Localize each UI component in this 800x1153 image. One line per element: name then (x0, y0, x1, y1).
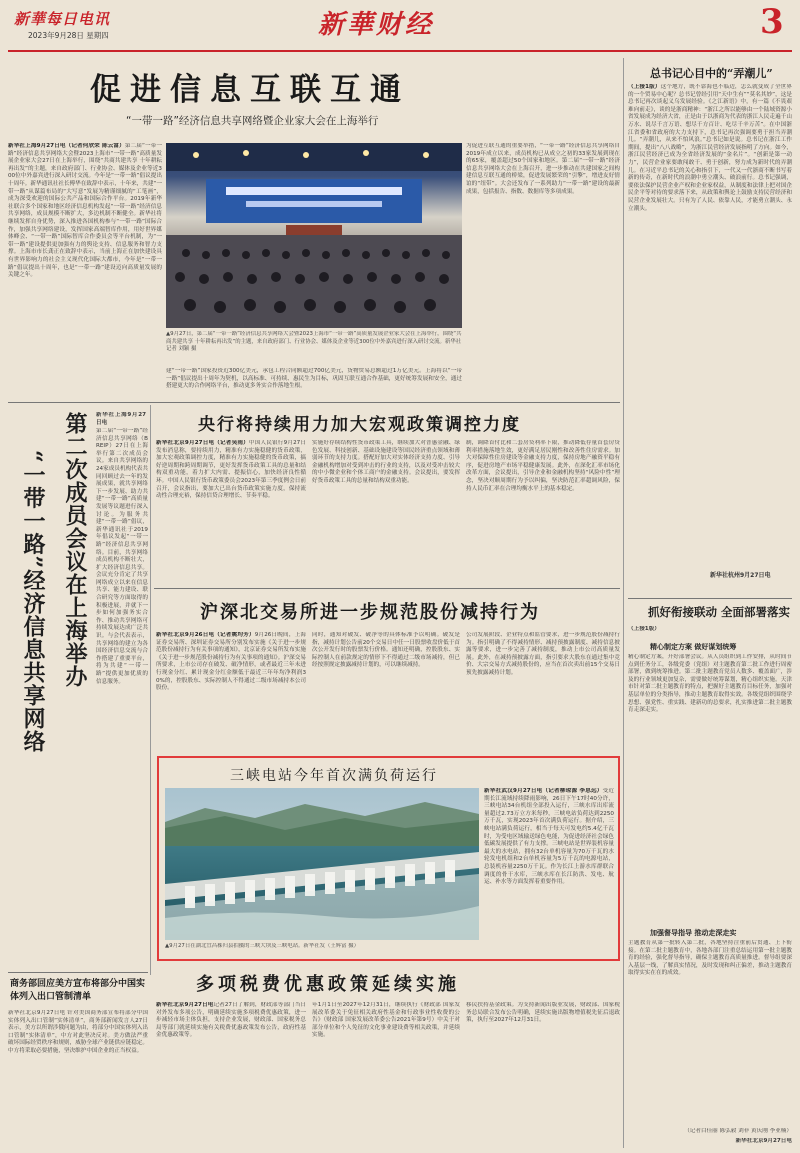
article5-headline: 多项税费优惠政策延续实施 (196, 974, 460, 995)
article1-byline: 新华社上海9月27日电（记者何欣荣 陈云富） (8, 143, 125, 149)
article5-col1 (156, 1002, 306, 1147)
article1-body-left-text: 第二届“一带一路”经济信息共享网络大会暨2023上海市“一带一路”高质量发展企业家大会27日在上海举行，围绕“共商共建共享 十年耕耘再出发”的主题，来自政府部门、行业协会、媒体及企业等近300位中外嘉宾进行深入研讨交流。今年是“一带一路”倡议提出十周年。新华通讯社社长傅华在致辞中表示，十年来，共建“一带一路”从谋篇布局的“大写意”发展为精谨细腻的“工笔画”，成为深受欢迎的国际公共产品和国际合作平台。2019年新华社联合多个国家和地区经济信息机构发起“一带一路”经济信息共享网络，成员规模不断扩大，多边机制不断健全。新华社将继续发挥自身优势，深入推进各国机构参与“一带一路”国际合作，加强共享网络建设，发挥国家高端智库作用，用好世界媒体峰会、“一带一路”国际智库合作委员会等平台机制，为“一带一路”建设提供更加强有力的舆论支持、信息服务和智力支撑。上海市市长龚正在致辞中表示，当前上海正在加快建设具有世界影响力的社会主义现代化国际大都市，今年是“一带一路”倡议提出十周年，也是“一带一路”建设迈向高质量发展的关键之年。 (8, 143, 162, 279)
article5-col1-text: 记者27日了解到，财政部等部门当日对外发布多项公告，明确延续实施多项税费优惠政策，进一步减轻市场主体负担，支持企业发展，财政部、国家税务总局等部门就延续实施有关税费优惠政策发布公告，政府性基金优惠政策等。 (156, 1002, 306, 1039)
right-col-byline2: （记者白佳丽 陈弘毅 刘菲 黄庆刚 李亚楠） (684, 1128, 792, 1134)
article2-col1 (156, 440, 306, 580)
article3-col3: 公司发展阶段、企业特点和监管要求，进一步规范股份减持行为。指引明确了不得减持情形、减持预披露制度、减持信息披露等要求，进一步完善了减持制度，推动上市公司高质量发展。此外，在减持预披露方面，指引要求大股东在通过集中竞价、大宗交易方式减持股份的，应当在首次卖出前15个交易日预先披露减持计划。 (466, 632, 620, 676)
side-title-a: “一带一路”经济信息共享网络 (20, 450, 46, 754)
article1-headline: 促进信息互联互通 (90, 72, 410, 108)
side-sub-body: 新华社北京9月27日电 针对美国商务部宣布将部分中国实体列入出口管制“实体清单”，商务部新闻发言人27日表示，美方以所谓涉俄问题为由，将部分中国实体列入出口管制“实体清单”，中方对此坚决反对。美方做法严重破坏国际经贸秩序和规则，威胁全球产业链供应链稳定。中方将采取必要措施，坚决维护中国企业的正当权益。 (8, 1010, 148, 1054)
article5-byline: 新华社北京9月27日电 (156, 1002, 214, 1008)
article3-byline: 新华社北京9月26日电（记者姚均芳） (156, 632, 255, 638)
right-col-body-text: 这个地方，既不靠海也不临边，怎么就变成了全世界的一个贸易中心呢？总书记曾经引用“天中生有”“莫名其妙”，这是总书记再次谈起义乌发展经验。《之江新语》中，有一篇《不畏艰难向前走》，谈的是浙商精神：“浙江之所以能够由一个陆域资源小省发展成为经济大省，正是由于以浙商为代表的浙江人民走遍千山万水、说尽千言万语、想尽千方百计、吃尽千辛万苦”。在中国浙江省委和省政府的大力支持下，总书记再次强调要勇于担当弄潮儿。“弄潮儿，从来不怕风浪。”总书记如是说。总书记在浙江工作期间，提出“八八战略”，为浙江民营经济发展指明了方向。如今，浙江民营经济已成为全省经济发展的“金名片”。“创新是第一动力”，民营企业家要敢闯敢干、勇于创新，努力成为新时代的弄潮儿。在习近平总书记的关心和指引下，一代又一代浙商不断书写着新的传奇，在新时代的浪潮中勇立潮头、破浪前行。总书记强调，要依法保护民营企业产权和企业家权益，从制度和法律上把对国企民企平等对待的要求落下来，从政策和舆论上鼓励支持民营经济和民营企业发展壮大。只有为了人民、依靠人民，才能勇立潮头、永立潮头。 (628, 84, 792, 212)
section-logo: 新華财经 (318, 10, 435, 40)
right-col-title: 总书记心目中的“弄潮儿” (650, 67, 773, 80)
conference-photo-caption: ▲9月27日，第二届“一带一路”经济信息共享网络大会暨2023上海市“一带一路”高质量发展企业家大会在上海举行，围绕“共商共建共享 十年耕耘再出发”的主题，来自政府部门、行业协会、媒体及企业等近300位中外嘉宾进行深入研讨交流。新华社记者 刘颖 摄 (166, 331, 462, 353)
article4-body (484, 788, 614, 953)
rule-v1 (623, 58, 624, 598)
article2-col2: 实施好存续结构性货币政策工具，继续加大对普惠金融、绿色发展、科技创新、基础设施建设等国民经济重点领域和薄弱环节的支持力度。搭配好加大对实体经济支持力度、引导金融机构增加对受到冲击的行业的支持，以及对受冲击较大的中小微企业和个体工商户的金融支持。会议提出，要发挥好货币政策工具的总量和结构双重功能。 (312, 440, 460, 484)
conference-scene (166, 143, 462, 328)
article3-col1-text: 9月26日晚间，上海证券交易所、深圳证券交易所分别发布实施《关于进一步规范股份减持行为有关事项的通知》，北京证券交易所发布实施《关于进一步规范股份减持行为有关事项的通知》。沪深交易所要求，上市公司存在破发、破净情形，或者最近三年未进行现金分红、累计现金分红金额低于最近三年年均净利润30%的，控股股东、实际控制人不得通过二级市场减持本公司股份。 (156, 632, 306, 692)
masthead-rule (8, 50, 792, 52)
article3-headline: 沪深北交易所进一步规范股份减持行为 (200, 602, 540, 623)
article2-byline: 新华社北京9月27日电（记者吴雨） (156, 440, 249, 446)
paper-name: 新華每日电讯 (14, 10, 111, 28)
three-gorges-caption: ▲9月27日在湖北宜昌秭归县拍摄的三峡大坝及三峡电站。新华社发（王辉富 摄） (165, 943, 360, 949)
side-byline: 新华社上海9月27日电 (96, 412, 146, 426)
right-col-title2: 抓好衔接联动 全面部署落实 (648, 605, 791, 619)
rule-v3 (623, 598, 624, 1148)
rule-h2 (154, 588, 620, 589)
article4-body-text: 受近期长江流域持续降雨影响，26日下午17时40分许，三峡电站34台机组全部投入运行，三峡水库出库流量超过2.73万立方米每秒，三峡电站负荷达到2250万千瓦，实现2023年首次满负荷运行。据介绍，三峡电站满负荷运行，相当于每天可发电约5.4亿千瓦时，为受电区域输送绿色电能，为促进经济社会绿色低碳发展提供了有力支撑。三峡电站是世界装机容量最大的水电站，拥有32台单机容量为70万千瓦的水轮发电机组和2台单机容量为5万千瓦的电源电站，总装机容量2250万千瓦。作为长江上游水库群联合调度的骨干水库，三峡水库在长江防洪、发电、航运、补水等方面发挥着重要作用。 (484, 788, 614, 886)
date-line: 2023年9月28日 星期四 (28, 31, 109, 40)
masthead (0, 0, 800, 50)
article1-subheadline: “一带一路”经济信息共享网络暨企业家大会在上海举行 (126, 115, 379, 127)
right-col-subhead-a: 精心制定方案 做好谋划统筹 (650, 643, 737, 651)
side-title-b: 第二次成员会议在上海举办 (62, 412, 88, 688)
article1-body-left (8, 143, 162, 399)
rule-h-right (628, 598, 792, 599)
right-col-byline3: 新华社北京9月27日电 (735, 1138, 792, 1144)
page-number: 3 (760, 2, 784, 42)
article3-col1 (156, 632, 306, 752)
right-col-body (628, 84, 792, 564)
article2-headline: 央行将持续用力加大宏观政策调控力度 (198, 415, 521, 435)
three-gorges-scene (165, 788, 479, 940)
article4-headline: 三峡电站今年首次满负荷运行 (230, 768, 438, 784)
article5-col3: 移民扶持基金政策。为支持新闻出版业发展，财政部、国家税务总局联合发布公告明确，延续实施出版物增值税先征后退政策，执行至2027年12月31日。 (466, 1002, 620, 1024)
article4-byline: 新华社武汉9月27日电（记者柳琼源 李思远） (484, 788, 603, 794)
right-col-body2: 精心制定方案，开好部署会议。从人员组织到工作安排，从时间节点到任务分工，各级党委（党组）对主题教育第二批工作进行周密部署，做到统筹推进。第二批主题教育党员人数多、覆盖面广，涉及的行业领域更加复杂，需要做好统筹谋划，精心组织实施。天津市针对第二批主题教育的特点，把握好主题教育目标任务，加强对基层单位的分类指导，推动主题教育取得实效。各级党组织围绕学思想、强党性、重实践、建新功的总要求，扎实推进第二批主题教育走深走实。 (628, 654, 792, 714)
article3-col2: 同时，通知对破发、破净等的具体标准予以明确。破发是指，减持计划公告前20个交易日中任一日股票收盘价低于首次公开发行时的股票发行价格。通知还明确，控股股东、实际控制人在前款规定的情形下不得通过二级市场减持，但已经按照规定披露减持计划的，可以继续减持。 (312, 632, 460, 669)
article2-col1-text: 中国人民银行9月27日发布消息称，要持续用力，精准有力实施稳健的货币政策，加大宏观政策调控力度，精准有力实施稳健的货币政策，搞好逆周期和跨周期调节，更好发挥货币政策工具的总量和结构双重功能，着力扩大内需、提振信心，加快经济良性循环。中国人民银行货币政策委员会2023年第三季度例会日前召开，会议指出，要加大已出台货币政策实施力度，保持流动性合理充裕，保持信贷合理增长、节奏平稳。 (156, 440, 306, 500)
conference-photo (166, 143, 462, 328)
right-col-subhead-b: 加强督导指导 推动走深走实 (650, 929, 737, 937)
rule-v2 (150, 405, 151, 975)
three-gorges-photo (165, 788, 479, 940)
side-body: 第二届“一带一路”经济信息共享网络（BREIP）27日在上海举行第二次成员会议。来自共享网络的24家成员机构代表共同回顾过去一年的发展成果，就共享网络下一步发展、助力共建“一带一路”高质量发展等议题进行深入讨论。为服务共建“一带一路”倡议，新华通讯社于2019年倡议发起“一带一路”经济信息共享网络。目前，共享网络成员机构不断壮大，扩大经济信息共享。会议充分肯定了共享网络成立以来在信息共享、能力建设、联合研究等方面取得的积极进展，并就下一步如何加强务实合作、推动共享网络可持续发展达成广泛共识。与会代表表示，共享网络的建立为各国经济信息交流与合作搭建了重要平台，将为共建“一带一路”提供更加优质的信息服务。 (96, 428, 148, 685)
right-col-kicker2: （上接1版） (628, 626, 660, 632)
article5-col2: 年1月1日至2027年12月31日，继续执行《财政部 国家发展改革委关于免征相关政府性基金和行政事业性收费的公告》（财政部 国家发展改革委公告2021年第9号）中关于对部分单位和个人免征的文化事业建设费等相关政策，并延续实施。 (312, 1002, 460, 1039)
rule-h1 (8, 402, 620, 403)
right-col-byline: 新华社杭州9月27日电 (710, 572, 771, 579)
rule-h-side (8, 972, 148, 973)
right-col-body3: 主题教育从第一批转入第二批，各地坚持注重前后贯通、上下衔接。在第二批主题教育中，各地各部门注重总结运用第一批主题教育的经验，强化督导指导，确保主题教育高质量推进。督导组要深入基层一线，了解真实情况，及时发现和纠正偏差，推动主题教育取得实实在在的成效。 (628, 940, 792, 977)
article1-body-right: 为促进互联互通的重要举措，“一带一路”经济信息共享网络自2019年成立以来，成员机构已从成立之初的33家发展到现在的65家，覆盖超过50个国家和地区。第二届“一带一路”经济信息共享网络大会在上海召开，进一步推动在共建国家之间构建信息互联互通的桥梁，促进发展繁荣的“引擎”，增进友好情谊的“纽带”。大会还发布了一系列助力“一带一路”建设的最新成果，包括报告、指数、数据库等多项成果。 (466, 143, 620, 195)
article1-body-mid: 建“一带一路”国家投资近300亿美元，承包工程合同额超过700亿美元，货物贸易总额超过1万亿美元。上海将以“一带一路”倡议提出十周年为契机，以高标准、可持续、惠民生为目标，巩固互联互通合作基础，更好统筹发展和安全，通过搭建更大的合作网络平台，推动更多务实合作落地生根。 (166, 368, 462, 390)
side-sub-headline: 商务部回应美方宣布将部分中国实体列入出口管制清单 (10, 979, 146, 1002)
right-col-kicker: （上接1版） (628, 84, 661, 90)
article2-col3: 制，调降首付比和二套房贷利率下限，推动降低存量首套房贷利率措施落地生效，更好满足居民刚性和改善性住房需求。加大对保障性住房建设等金融支持力度，保持房地产融资平稳有序，促进房地产市场平稳健康发展。此外，在深化汇率市场化改革方面，会议提出，引导企业和金融机构坚持“风险中性”理念，坚决对顺周期行为予以纠偏，坚决防范汇率超调风险，保持人民币汇率在合理均衡水平上的基本稳定。 (466, 440, 620, 492)
